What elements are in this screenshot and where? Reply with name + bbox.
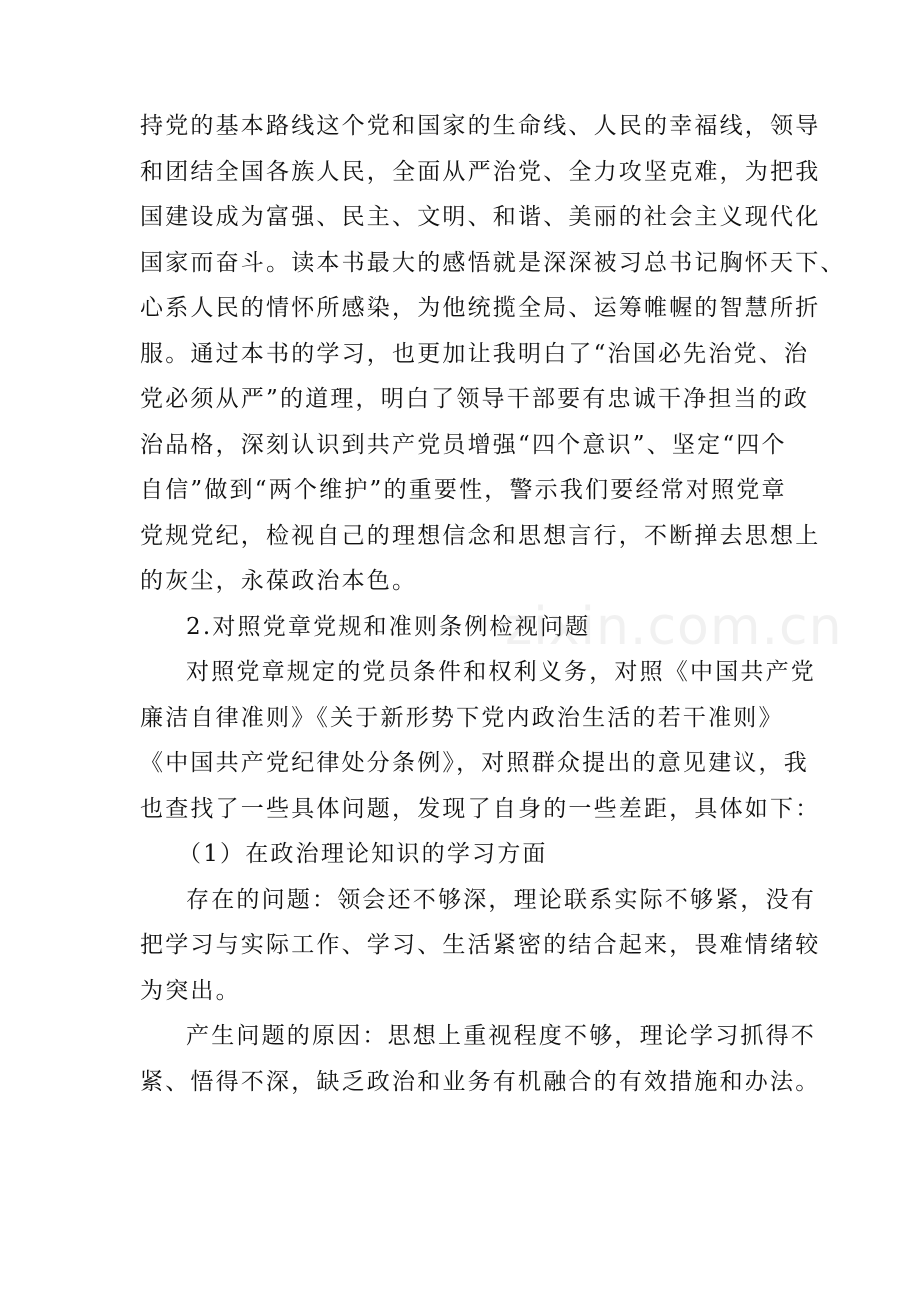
text-line: 存在的问题：领会还不够深，理论联系实际不够紧，没有	[186, 886, 816, 913]
document-body	[140, 104, 846, 1105]
watermark: zixin.com.cn	[505, 597, 843, 657]
text-line: 服。通过本书的学习，也更加让我明白了“治国必先治党、治	[140, 340, 810, 367]
text-line: 国家而奋斗。读本书最大的感悟就是深深被习总书记胸怀天下、	[140, 249, 846, 276]
text-line: 廉洁自律准则》《关于新形势下党内政治生活的若干准则》	[140, 704, 784, 731]
text-line: 党必须从严”的道理，明白了领导干部要有忠诚干净担当的政	[140, 386, 810, 412]
text-line: 持党的基本路线这个党和国家的生命线、人民的幸福线，领导	[140, 113, 821, 139]
text-line: 对照党章规定的党员条件和权利义务，对照《中国共产党	[186, 659, 816, 685]
text-line: 党规党纪，检视自己的理想信念和思想言行，不断掸去思想上	[140, 522, 821, 549]
text-line: 《中国共产党纪律处分条例》，对照群众提出的意见建议，我	[140, 750, 809, 776]
subsection-heading: （1）在政治理论知识的学习方面	[178, 841, 548, 867]
text-line: 把学习与实际工作、学习、生活紧密的结合起来，畏难情绪较	[140, 932, 821, 958]
text-line: 为突出。	[140, 977, 241, 1004]
text-line: 和团结全国各族人民，全面从严治党、全力攻坚克难，为把我	[140, 158, 821, 185]
text-line: 的灰尘，永葆政治本色。	[140, 568, 418, 594]
text-line: 紧、悟得不深，缺乏政治和业务有机融合的有效措施和办法。	[140, 1068, 821, 1095]
text-line: 自信”做到“两个维护”的重要性，警示我们要经常对照党章	[140, 477, 787, 503]
text-line: 国建设成为富强、民主、文明、和谐、美丽的社会主义现代化	[140, 204, 821, 230]
text-line: 心系人民的情怀所感染，为他统揽全局、运筹帷幄的智慧所折	[140, 295, 821, 321]
text-line: 产生问题的原因：思想上重视程度不够，理论学习抓得不	[186, 1023, 816, 1049]
section-heading: 2.对照党章党规和准则条例检视问题	[186, 613, 591, 640]
text-line: 治品格，深刻认识到共产党员增强“四个意识”、坚定“四个	[140, 431, 787, 458]
text-line: 也查找了一些具体问题，发现了自身的一些差距，具体如下：	[140, 795, 821, 822]
